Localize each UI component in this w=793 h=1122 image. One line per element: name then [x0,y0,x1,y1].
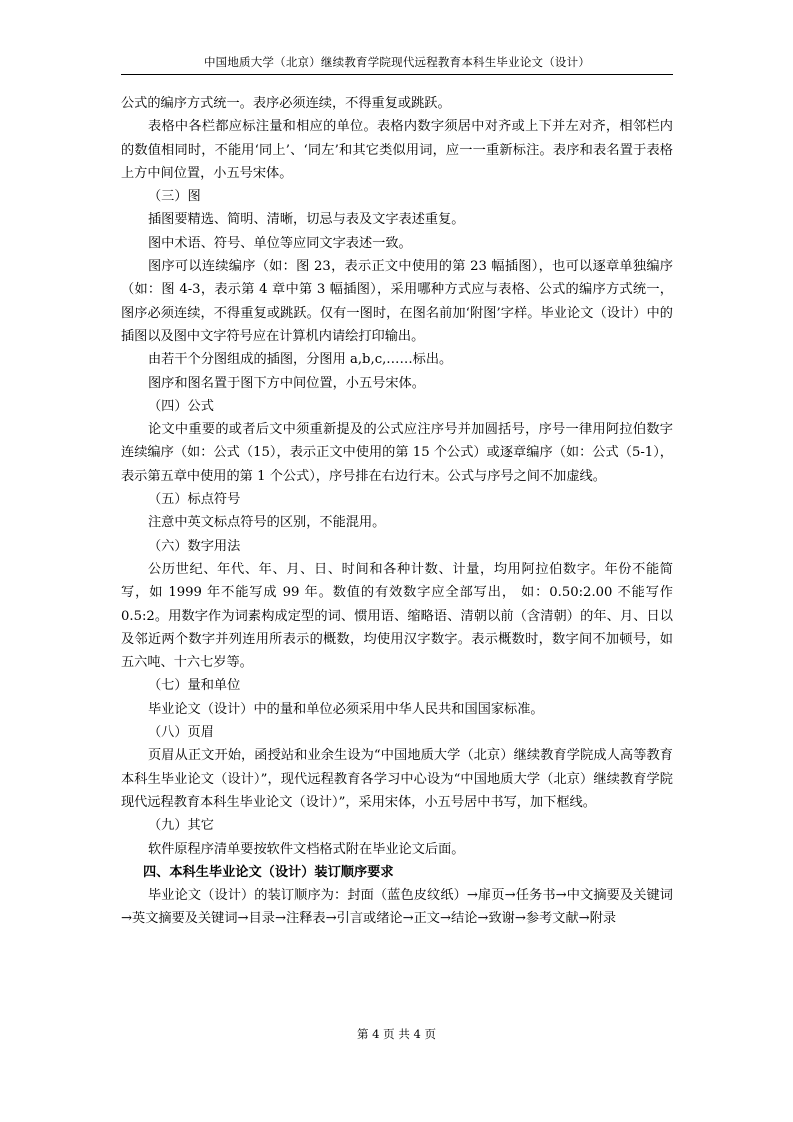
section-heading: （六）数字用法 [148,538,241,554]
section-heading: （三）图 [148,189,201,205]
paragraph: 公式的编序方式统一。表序必须连续，不得重复或跳跃。 [121,96,451,111]
paragraph: 毕业论文（设计）中的量和单位必须采用中华人民共和国国家标准。 [148,701,544,717]
chapter-heading: 四、本科生毕业论文（设计）装订顺序要求 [143,864,394,880]
paragraph: 公历世纪、年代、年、月、日、时间和各种计数、计量，均用阿拉伯数字。年份不能简写，如 1999 年不能写成 99 年。数值的有效数字应全部写出， 如：0.50:2.00 不能写作 0.5:2。用数字作为词素构成定型的词、惯用语、缩略语、清朝以前（含清朝）的年、月、日以及邻近两个数字并列连用所表示的概数，均使用汉字数字。表示概数时，数字间不加顿号，如五六吨、十六七岁等。 [121,561,673,671]
section-heading: （四）公式 [148,398,214,414]
paragraph: 软件原程序清单要按软件文档格式附在毕业论文后面。 [148,841,465,857]
paragraph: 页眉从正文开始，函授站和业余生设为“中国地质大学（北京）继续教育学院成人高等教育本科生毕业论文（设计）”，现代远程教育各学习中心设为“中国地质大学（北京）继续教育学院现代远程教育本科生毕业论文（设计）”，采用宋体，小五号居中书写，加下框线。 [121,748,673,810]
document-body [121,92,673,931]
paragraph: 图序可以连续编序（如：图 23，表示正文中使用的第 23 幅插图），也可以逐章单独编序（如：图 4-3，表示第 4 章中第 3 幅插图），采用哪种方式应与表格、公式的编序方式统一，图序必须连续，不得重复或跳跃。仅有一图时，在图名前加‘附图’字样。毕业论文（设计）中的插图以及图中文字符号应在计算机内请绘打印输出。 [121,259,673,344]
page-header: 中国地质大学（北京）继续教育学院现代远程教育本科生毕业论文（设计） [203,55,591,69]
paragraph: 论文中重要的或者后文中须重新提及的公式应注序号并加圆括号，序号一律用阿拉伯数字连续编序（如：公式（15），表示正文中使用的第 15 个公式）或逐章编序（如：公式（5-1），表示第五章中使用的第 1 个公式），序号排在右边行末。公式与序号之间不加虚线。 [121,422,673,484]
section-heading: （五）标点符号 [148,492,241,508]
section-heading: （八）页眉 [148,725,214,741]
paragraph: 毕业论文（设计）的装订顺序为：封面（蓝色皮纹纸）→扉页→任务书→中文摘要及关键词→英文摘要及关键词→目录→注释表→引言或绪论→正文→结论→致谢→参考文献→附录 [121,888,673,927]
paragraph: 插图要精选、简明、清晰，切忌与表及文字表述重复。 [148,212,465,228]
paragraph: 图序和图名置于图下方中间位置，小五号宋体。 [148,375,425,391]
paragraph: 由若干个分图组成的插图，分图用 a,b,c,……标出。 [148,352,453,368]
section-heading: （九）其它 [148,818,214,834]
header-rule [121,74,673,75]
page-number: 第 4 页 共 4 页 [357,1027,436,1041]
paragraph: 表格中各栏都应标注量和相应的单位。表格内数字须居中对齐或上下并左对齐，相邻栏内的数值相同时，不能用‘同上’、‘同左’和其它类似用词，应一一重新标注。表序和表名置于表格上方中间位置，小五号宋体。 [121,119,673,181]
section-heading: （七）量和单位 [148,678,241,694]
paragraph: 图中术语、符号、单位等应同文字表述一致。 [148,235,412,251]
paragraph: 注意中英文标点符号的区别，不能混用。 [148,515,386,531]
